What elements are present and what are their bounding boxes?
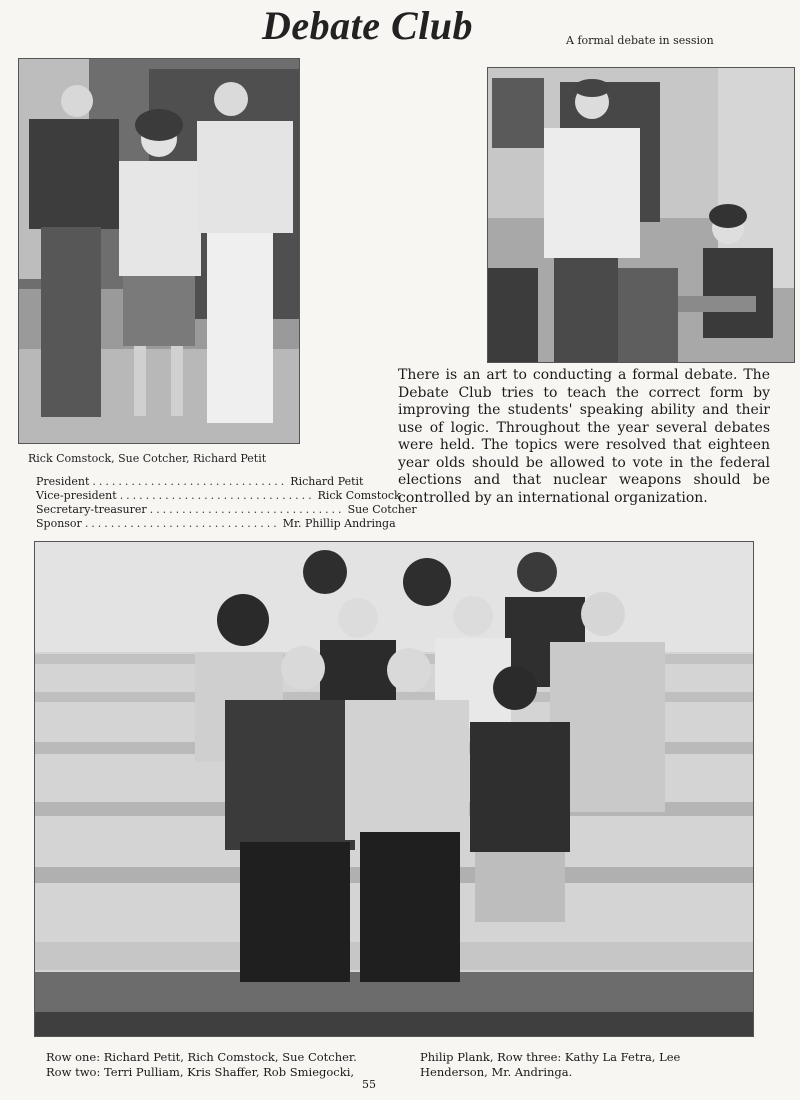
officer-row: President .............................. Richard Petit	[36, 475, 364, 488]
officer-name: Sue Cotcher	[347, 503, 417, 516]
officer-role: Vice-president	[36, 489, 117, 502]
officer-role: Sponsor	[36, 517, 82, 530]
page-title: Debate Club	[262, 3, 474, 48]
officer-row: Vice-president .............................. Rick Comstock	[36, 489, 401, 502]
officer-name: Richard Petit	[290, 475, 364, 488]
officers-photo	[18, 58, 300, 444]
officer-role: Secretary-treasurer	[36, 503, 147, 516]
debate-photo-caption: A formal debate in session	[566, 34, 714, 47]
group-caption-left-line2: Row two: Terri Pulliam, Kris Shaffer, Rob Smiegocki,	[46, 1065, 355, 1079]
group-caption-right-line1: Philip Plank, Row three: Kathy La Fetra, Lee	[420, 1050, 681, 1064]
officer-role: President	[36, 475, 90, 488]
group-photo	[34, 541, 754, 1037]
debate-session-photo	[487, 67, 795, 363]
officer-row: Secretary-treasurer .............................. Sue Cotcher	[36, 503, 417, 516]
page-number: 55	[362, 1078, 376, 1091]
group-caption-left-line1: Row one: Richard Petit, Rich Comstock, Sue Cotcher.	[46, 1050, 357, 1064]
officers-list	[36, 475, 417, 531]
group-caption-right-line2: Henderson, Mr. Andringa.	[420, 1065, 573, 1079]
officers-photo-caption: Rick Comstock, Sue Cotcher, Richard Petit	[28, 452, 267, 465]
officer-name: Rick Comstock	[317, 489, 401, 502]
club-description: There is an art to conducting a formal debate. The Debate Club tries to teach the correct form by improving the students' speaking ability and their use of logic. Throughout the year several debates were held. The topics were resolved that eighteen year olds should be allowed to vote in the federal elections and that nuclear weapons should be controlled by an international organization.	[398, 367, 770, 506]
officer-name: Mr. Phillip Andringa	[282, 517, 396, 530]
officer-row: Sponsor .............................. Mr. Phillip Andringa	[36, 517, 396, 530]
